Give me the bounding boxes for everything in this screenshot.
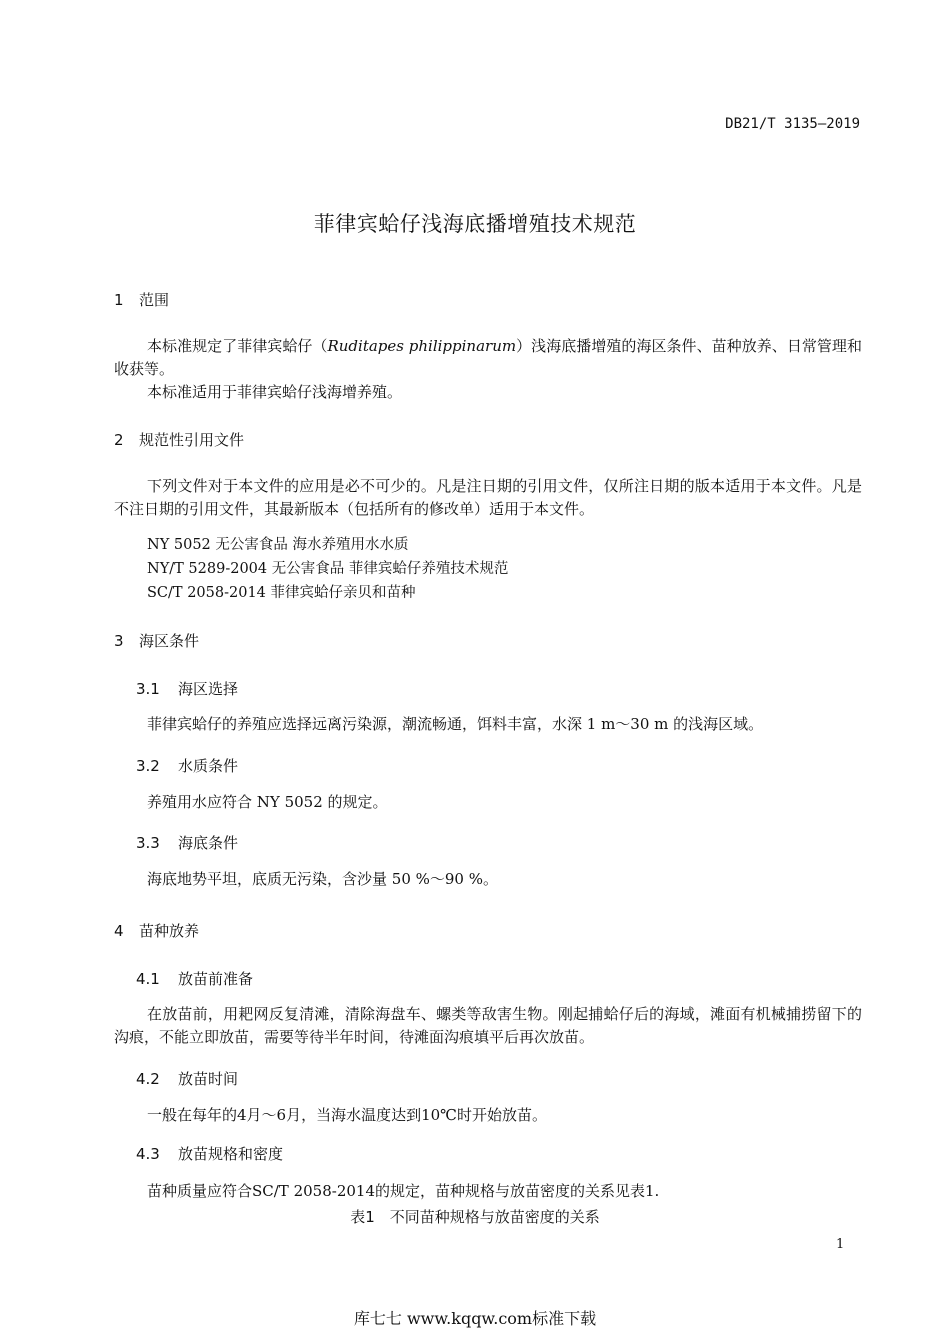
subsection-3-1-heading xyxy=(136,678,238,699)
section-number: 1 xyxy=(114,291,124,309)
subsection-4-1-heading xyxy=(136,968,253,989)
page-number: 1 xyxy=(836,1237,845,1252)
table-caption: 表1 不同苗种规格与放苗密度的关系 xyxy=(350,1208,600,1226)
subsection-4-2-heading xyxy=(136,1068,238,1089)
subsection-number: 3.3 xyxy=(136,834,160,852)
latin-name: Ruditapes philippinarum xyxy=(327,337,517,355)
subsection-number: 3.2 xyxy=(136,757,160,775)
section-title: 规范性引用文件 xyxy=(139,431,245,449)
subsection-number: 4.3 xyxy=(136,1145,160,1163)
subsection-4-3-heading xyxy=(136,1143,283,1164)
subsection-title: 海区选择 xyxy=(178,680,239,698)
section-2-heading xyxy=(114,429,244,450)
subsection-title: 水质条件 xyxy=(178,757,239,775)
section-1-paragraph-1 xyxy=(114,335,862,381)
subsection-4-2-text: 一般在每年的4月～6月，当海水温度达到10℃时开始放苗。 xyxy=(147,1106,547,1124)
subsection-3-3-text: 海底地势平坦，底质无污染，含沙量 50 %～90 %。 xyxy=(147,870,498,888)
section-number: 3 xyxy=(114,632,124,650)
section-3-heading xyxy=(114,630,199,651)
reference-item: SC/T 2058-2014 菲律宾蛤仔亲贝和苗种 xyxy=(147,585,416,601)
section-title: 苗种放养 xyxy=(139,922,200,940)
subsection-3-2-text: 养殖用水应符合 NY 5052 的规定。 xyxy=(147,793,388,811)
subsection-number: 3.1 xyxy=(136,680,160,698)
reference-item: NY/T 5289-2004 无公害食品 菲律宾蛤仔养殖技术规范 xyxy=(147,561,509,577)
document-title: 菲律宾蛤仔浅海底播增殖技术规范 xyxy=(313,212,637,236)
document-code: DB21/T 3135—2019 xyxy=(725,116,860,132)
footer-watermark: 库七七 www.kqqw.com标准下载 xyxy=(353,1309,597,1328)
section-4-heading xyxy=(114,920,199,941)
subsection-3-1-text: 菲律宾蛤仔的养殖应选择远离污染源，潮流畅通，饵料丰富，水深 1 m～30 m 的浅海区域。 xyxy=(147,715,764,733)
section-title: 范围 xyxy=(139,291,170,309)
section-1-paragraph-2: 本标准适用于菲律宾蛤仔浅海增养殖。 xyxy=(147,383,403,401)
text-run: 本标准规定了菲律宾蛤仔（ xyxy=(147,337,328,355)
reference-item: NY 5052 无公害食品 海水养殖用水水质 xyxy=(147,537,409,553)
subsection-title: 放苗前准备 xyxy=(178,970,254,988)
subsection-title: 海底条件 xyxy=(178,834,239,852)
subsection-3-3-heading xyxy=(136,832,238,853)
section-1-heading xyxy=(114,289,169,310)
section-number: 2 xyxy=(114,431,124,449)
subsection-number: 4.2 xyxy=(136,1070,160,1088)
text-run: ）浅海底播增殖的海区条件、苗种放养、日常管理和收获等。 xyxy=(114,337,862,378)
section-number: 4 xyxy=(114,922,124,940)
subsection-3-2-heading xyxy=(136,755,238,776)
subsection-4-1-text: 在放苗前，用耙网反复清滩，清除海盘车、螺类等敌害生物。刚起捕蛤仔后的海域，滩面有机械捕捞留下的沟痕，不能立即放苗，需要等待半年时间，待滩面沟痕填平后再次放苗。 xyxy=(114,1005,862,1046)
subsection-number: 4.1 xyxy=(136,970,160,988)
section-2-paragraph-1: 下列文件对于本文件的应用是必不可少的。凡是注日期的引用文件，仅所注日期的版本适用于本文件。凡是不注日期的引用文件，其最新版本（包括所有的修改单）适用于本文件。 xyxy=(114,477,862,518)
subsection-4-3-text: 苗种质量应符合SC/T 2058-2014的规定，苗种规格与放苗密度的关系见表1. xyxy=(147,1182,660,1200)
subsection-title: 放苗时间 xyxy=(178,1070,239,1088)
section-title: 海区条件 xyxy=(139,632,200,650)
subsection-title: 放苗规格和密度 xyxy=(178,1145,284,1163)
